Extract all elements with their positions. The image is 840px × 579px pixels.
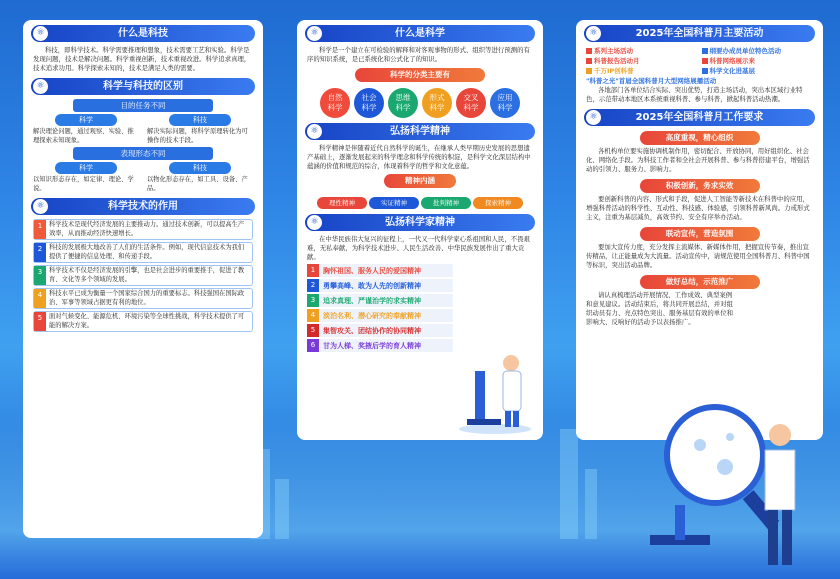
section-title: ⚛ 什么是科技 bbox=[31, 25, 255, 42]
slogan-item bbox=[307, 309, 453, 322]
role-item bbox=[33, 265, 253, 286]
category-circle bbox=[354, 88, 384, 118]
label-pill: 科学 bbox=[55, 114, 117, 126]
spirit-pill: 实证精神 bbox=[369, 197, 419, 209]
slogan-number: 5 bbox=[307, 324, 319, 337]
label-pill: 科学 bbox=[55, 162, 117, 174]
section-title: ⚛ 2025年全国科普月主要活动 bbox=[584, 25, 815, 42]
section-title: ⚛ 弘扬科学精神 bbox=[305, 123, 535, 140]
category-line2: 科学 bbox=[463, 103, 479, 112]
category-line2: 科学 bbox=[429, 103, 445, 112]
activity-text: 千万IP创科普 bbox=[594, 67, 634, 75]
category-line1: 思维 bbox=[395, 93, 411, 102]
slogan-item bbox=[307, 264, 453, 277]
role-list bbox=[23, 219, 263, 332]
activity-full: "科普之光"首届全国科普月大型网络展播活动 bbox=[586, 77, 717, 85]
role-item bbox=[33, 219, 253, 240]
role-text: 科技水平已成为衡量一个国家综合国力的重要标志。科技强国在国际政治、军事等领域占据更有利的地位。 bbox=[49, 290, 245, 306]
square-bullet-icon bbox=[586, 58, 592, 64]
slogan-number: 3 bbox=[307, 294, 319, 307]
compare-text: 以物化形态存在，如工具、设备、产品。 bbox=[147, 176, 248, 192]
slogan-number: 4 bbox=[307, 309, 319, 322]
spirit-pill: 理性精神 bbox=[317, 197, 367, 209]
scientist-microscope-illustration bbox=[455, 341, 535, 436]
slogan-text: 胸怀祖国、服务人民的爱国精神 bbox=[323, 266, 421, 275]
activity-text: 科学文化进基层 bbox=[709, 67, 755, 75]
category-line1: 形式 bbox=[429, 93, 445, 102]
category-circle bbox=[422, 88, 452, 118]
requirement-text: 要加大宣传力度，充分发挥主流媒体、新媒体作用，把握宣传节奏，推出宣传精品，让正能量成为大流量。活动宣传中，请规范使用全国科普月、科普中国等标识，突出活动品牌。 bbox=[586, 243, 810, 269]
activity-text: 科普报告活动月 bbox=[594, 57, 640, 65]
slogan-text: 甘为人梯、奖掖后学的育人精神 bbox=[323, 341, 421, 350]
activity-item bbox=[586, 66, 698, 75]
category-circle bbox=[456, 88, 486, 118]
activity-item bbox=[586, 56, 698, 65]
category-line1: 交叉 bbox=[463, 93, 479, 102]
role-item bbox=[33, 242, 253, 263]
section-title: ⚛ 什么是科学 bbox=[305, 25, 535, 42]
requirement-tag: 高度重视，精心组织 bbox=[640, 131, 760, 145]
atom-icon: ⚛ bbox=[33, 79, 48, 94]
paragraph: 科学精神是伴随着近代自然科学的诞生，在继承人类早期历史发展的思想遗产基础上，逐渐发展起来的科学理念和科学传统的积淀，是科学文化深层结构中蕴涵的价值和规范的综合，体现着科学的哲学和文化意蕴。 bbox=[307, 144, 531, 170]
category-line1: 自然 bbox=[327, 93, 343, 102]
atom-icon: ⚛ bbox=[586, 26, 601, 41]
slogan-text: 淡泊名利、潜心研究的奉献精神 bbox=[323, 311, 421, 320]
activity-item bbox=[702, 56, 814, 65]
atom-icon: ⚛ bbox=[586, 110, 601, 125]
compare-row bbox=[23, 114, 263, 145]
compare-text: 以知识形态存在，如定律、理论、学说。 bbox=[33, 176, 134, 192]
subheading: 目的任务不同 bbox=[73, 99, 213, 112]
category-line2: 科学 bbox=[361, 103, 377, 112]
role-item bbox=[33, 288, 253, 309]
atom-icon: ⚛ bbox=[33, 199, 48, 214]
paragraph: 在中华民族伟大复兴的征程上，一代又一代科学家心系祖国和人民，不畏艰难，无私奉献，为科学技术进步、人民生活改善、中华民族发展作出了重大贡献。 bbox=[307, 235, 530, 261]
slogan-number: 6 bbox=[307, 339, 319, 352]
city-skyline bbox=[275, 479, 289, 539]
atom-icon: ⚛ bbox=[307, 215, 322, 230]
atom-icon: ⚛ bbox=[307, 124, 322, 139]
role-number: 4 bbox=[34, 289, 46, 308]
panel-middle bbox=[297, 20, 543, 440]
slogan-text: 集智攻关、团结协作的协同精神 bbox=[323, 326, 421, 335]
requirement-text: 各机构单位要实施协调机制作用，密切配合、开放协同，用好组织化、社会化、网络化手段。为科技工作者和全社会开展科普、参与科普搭建平台，增强活动的引领力、服务力、影响力。 bbox=[586, 147, 810, 173]
category-circle bbox=[490, 88, 520, 118]
role-text: 科技的发展极大地改善了人们的生活条件。例如，现代信息技术为我们提供了便捷的信息处理、和传递手段。 bbox=[49, 244, 245, 260]
role-number: 2 bbox=[34, 243, 46, 262]
role-text: 科学技术是现代经济发展的主要推动力。通过技术创新，可以提高生产效率，从而推动经济快速增长。 bbox=[49, 221, 245, 237]
slogan-text: 追求真理、严谨治学的求实精神 bbox=[323, 296, 421, 305]
section-title: ⚛ 科学与科技的区别 bbox=[31, 78, 255, 95]
slogan-text: 勇攀高峰、敢为人先的创新精神 bbox=[323, 281, 421, 290]
requirement-text: 请认真梳理活动开展情况、工作成效、典型案例和意见建议。活动结束后，将共同开展总结，并对组织动员有力、亮点特色突出、服务基层有效的单位和影响大、反响好的活动予以表扬推广。 bbox=[586, 291, 733, 326]
city-skyline bbox=[560, 429, 578, 539]
category-line2: 科学 bbox=[395, 103, 411, 112]
activity-item bbox=[702, 46, 814, 55]
section-title: ⚛ 弘扬科学家精神 bbox=[305, 214, 535, 231]
requirement-tag: 积极创新，务求实效 bbox=[640, 179, 760, 193]
activity-text: 纲要办成员单位特色活动 bbox=[709, 47, 781, 55]
slogan-number: 1 bbox=[307, 264, 319, 277]
atom-icon: ⚛ bbox=[307, 26, 322, 41]
label-pill: 科技 bbox=[169, 162, 231, 174]
activity-item bbox=[702, 66, 814, 75]
category-circle bbox=[320, 88, 350, 118]
square-bullet-icon bbox=[586, 68, 592, 74]
requirement-list bbox=[576, 131, 823, 327]
section-title: ⚛ 科学技术的作用 bbox=[31, 198, 255, 215]
city-skyline bbox=[585, 469, 597, 539]
atom-icon: ⚛ bbox=[33, 26, 48, 41]
slogan-item bbox=[307, 279, 453, 292]
role-number: 5 bbox=[34, 312, 46, 331]
core-heading: 精神内涵 bbox=[384, 174, 456, 188]
activity-item bbox=[586, 46, 698, 55]
slogan-item bbox=[307, 339, 453, 352]
category-line1: 社会 bbox=[361, 93, 377, 102]
panel-left bbox=[23, 20, 263, 538]
compare-text: 解决理论问题，通过观察、实验、推理探索未知现象。 bbox=[33, 128, 134, 144]
requirement-tag: 做好总结，示范推广 bbox=[640, 275, 760, 289]
spirit-pill: 探索精神 bbox=[473, 197, 523, 209]
spirit-list bbox=[297, 190, 543, 209]
panel-right bbox=[576, 20, 823, 440]
category-heading: 科学的分类主要有 bbox=[355, 68, 485, 82]
category-line2: 科学 bbox=[497, 103, 513, 112]
category-line2: 科学 bbox=[327, 103, 343, 112]
role-text: 科学技术不仅是经济发展的引擎，也是社会进步的重要推手，促进了教育、文化等多个领域的发展。 bbox=[49, 267, 245, 283]
role-number: 3 bbox=[34, 266, 46, 285]
requirement-tag: 联动宣传，营造氛围 bbox=[640, 227, 760, 241]
section-title: ⚛ 2025年全国科普月工作要求 bbox=[584, 109, 815, 126]
activity-text: 系列主场活动 bbox=[594, 47, 633, 55]
category-line1: 应用 bbox=[497, 93, 513, 102]
paragraph: 各地部门各单位结合实际、突出优势，打造主场活动，突出本区域行业特色，示范带动本地区本系统重视科普、参与科普，掀起科普活动热潮。 bbox=[586, 86, 803, 103]
spirit-pill: 批判精神 bbox=[421, 197, 471, 209]
slogan-list bbox=[297, 264, 543, 352]
category-circle bbox=[388, 88, 418, 118]
subheading: 表现形态不同 bbox=[73, 147, 213, 160]
requirement-text: 要创新科普的内容、形式和手段，促进人工智能等新技术在科普中的应用，增强科普活动的科学性、互动性、科技感、体验感，引领科普新风尚。力戒形式主义，注重为基层减负，高效节约、安全有序举办活动。 bbox=[586, 195, 810, 221]
scientist-magnifier-illustration bbox=[630, 395, 830, 579]
slogan-item bbox=[307, 324, 453, 337]
paragraph: 科学是一个建立在可检验的解释和对客观事物的形式、组织等进行预测的有序的知识系统，是已系统化和公式化了的知识。 bbox=[307, 46, 530, 63]
square-bullet-icon bbox=[702, 48, 708, 54]
compare-row bbox=[23, 162, 263, 193]
compare-text: 解决实际问题，将科学原理转化为可操作的技术手段。 bbox=[147, 128, 248, 144]
slogan-number: 2 bbox=[307, 279, 319, 292]
square-bullet-icon bbox=[702, 68, 708, 74]
activity-list bbox=[576, 46, 823, 75]
activity-text: 科普网络展示来 bbox=[709, 57, 755, 65]
category-list bbox=[297, 88, 543, 118]
slogan-item bbox=[307, 294, 453, 307]
square-bullet-icon bbox=[702, 58, 708, 64]
role-number: 1 bbox=[34, 220, 46, 239]
label-pill: 科技 bbox=[169, 114, 231, 126]
paragraph: 科技，即科学技术。科学需要推理和想象，技术需要工艺和实验。科学是发现问题，技术是解决问题。科学重视创新，技术重视改进。科学追求真理，技术追求功用。科学探索未知的，技术是满足人类的需要。 bbox=[33, 46, 251, 72]
role-item bbox=[33, 311, 253, 332]
role-text: 面对气候变化、能源危机、环境污染等全球性挑战，科学技术提供了可能的解决方案。 bbox=[49, 313, 245, 329]
square-bullet-icon bbox=[586, 48, 592, 54]
